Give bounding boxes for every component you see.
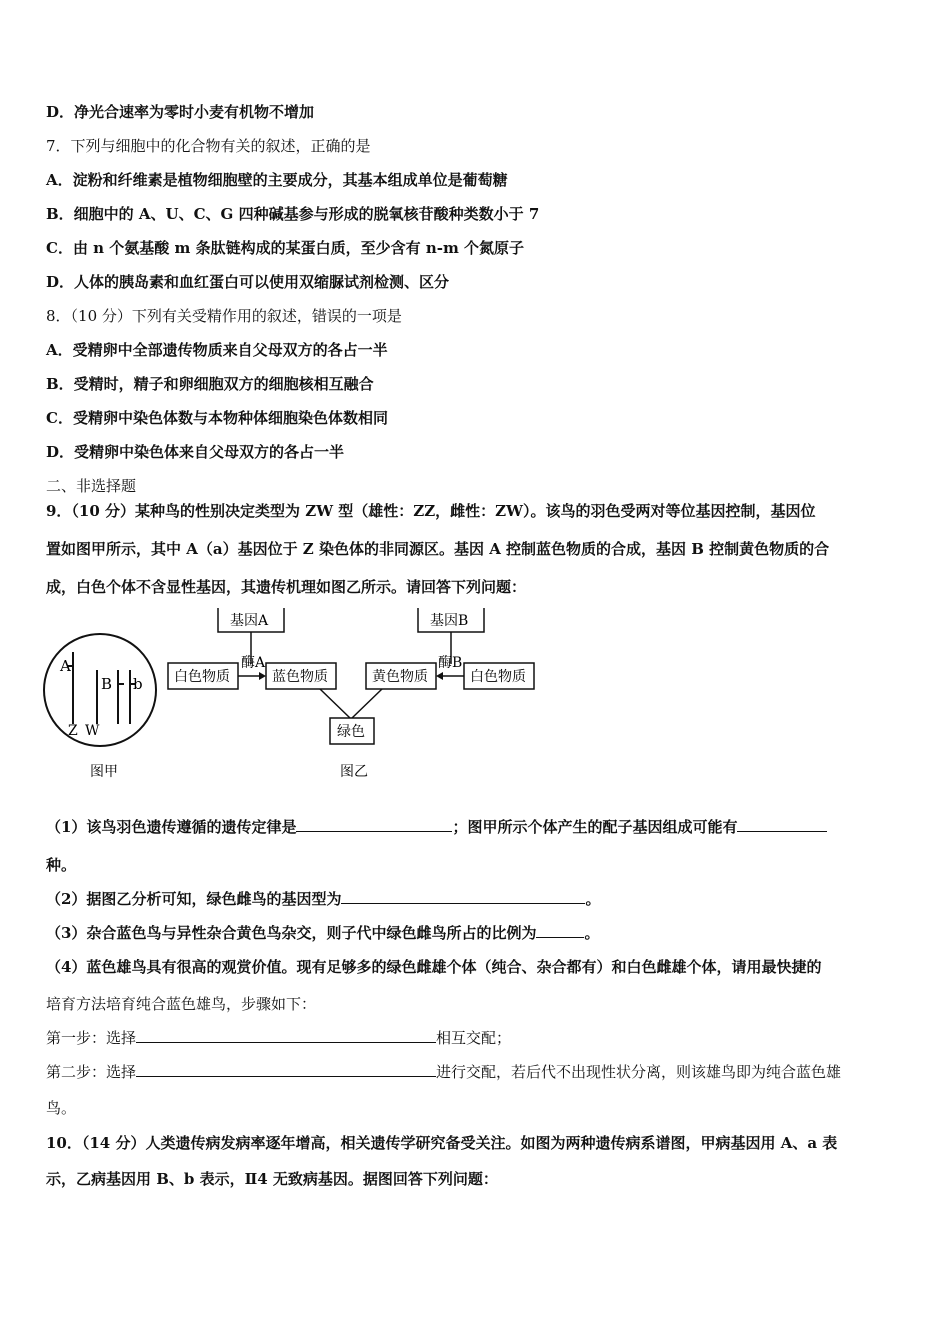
q8-option-a: A．受精卵中全部遗传物质来自父母双方的各占一半 <box>46 341 388 359</box>
section-heading: 二、非选择题 <box>46 477 137 495</box>
q9-part2-text-b: 。 <box>585 890 601 908</box>
enzyme-b-label: 酶B <box>438 655 463 671</box>
q9-part1-end: 种。 <box>46 856 77 874</box>
q9-step2-end: 鸟。 <box>46 1099 77 1117</box>
q9-step1-text-b: 相互交配； <box>436 1029 512 1047</box>
q7-option-d: D．人体的胰岛素和血红蛋白可以使用双缩脲试剂检测、区分 <box>46 273 450 291</box>
figure-yi <box>168 608 534 780</box>
q9-step1-text-a: 第一步：选择 <box>46 1029 137 1047</box>
q9-part3 <box>46 923 599 943</box>
figure-yi-caption: 图乙 <box>340 764 368 780</box>
figure-jia-caption: 图甲 <box>90 764 118 780</box>
q9-step2-text-b: 进行交配，若后代不出现性状分离，则该雄鸟即为纯合蓝色雄 <box>436 1063 842 1081</box>
q9-step2-blank[interactable] <box>136 1062 436 1077</box>
gene-b-box: 基因B <box>430 613 469 629</box>
white-substance-right: 白色物质 <box>470 669 526 685</box>
chromosome-z-label: Z <box>68 723 78 739</box>
q9-part1-text-b: ；图甲所示个体产生的配子基因组成可能有 <box>452 818 738 836</box>
q9-part3-blank-ratio[interactable] <box>536 923 584 938</box>
q7-option-b: B．细胞中的 A、U、C、G 四种碱基参与形成的脱氧核苷酸种类数小于 7 <box>46 205 540 223</box>
q9-part1-blank-law[interactable] <box>296 817 452 832</box>
white-substance-left: 白色物质 <box>174 669 230 685</box>
q7-option-c: C．由 n 个氨基酸 m 条肽链构成的某蛋白质，至少含有 n-m 个氮原子 <box>46 239 525 257</box>
q8-option-d: D．受精卵中染色体来自父母双方的各占一半 <box>46 443 345 461</box>
q8-stem: 8．（10 分）下列有关受精作用的叙述，错误的一项是 <box>46 307 402 325</box>
gene-b-lower-label: b <box>133 675 143 693</box>
q9-part2 <box>46 889 600 909</box>
gene-a-label: A <box>60 657 71 675</box>
q9-part3-text-a: （3）杂合蓝色鸟与异性杂合黄色鸟杂交，则子代中绿色雌鸟所占的比例为 <box>46 924 537 942</box>
q10-stem-line1: 10．（14 分）人类遗传病发病率逐年增高，相关遗传学研究备受关注。如图为两种遗传病系谱图，甲病基因用 A、a 表 <box>46 1134 838 1152</box>
chromosome-w-label: W <box>85 723 100 739</box>
q10-stem-line2: 示，乙病基因用 B、b 表示，Ⅱ4 无致病基因。据图回答下列问题： <box>46 1170 498 1188</box>
q9-part4-line2: 培育方法培育纯合蓝色雄鸟，步骤如下： <box>46 995 317 1013</box>
q9-step1 <box>46 1028 511 1048</box>
q9-part1-text-a: （1）该鸟羽色遗传遵循的遗传定律是 <box>46 818 297 836</box>
q9-step2 <box>46 1062 841 1082</box>
gene-a-box: 基因A <box>230 613 269 629</box>
q9-part3-text-b: 。 <box>584 924 600 942</box>
figure-jia <box>44 634 156 780</box>
q6-option-d: D．净光合速率为零时小麦有机物不增加 <box>46 103 315 121</box>
q9-step2-text-a: 第二步：选择 <box>46 1063 137 1081</box>
q7-option-a: A．淀粉和纤维素是植物细胞壁的主要成分，其基本组成单位是葡萄糖 <box>46 171 508 189</box>
q9-step1-blank[interactable] <box>136 1028 436 1043</box>
enzyme-a-label: 酶A <box>241 655 266 671</box>
q9-part1-blank-gametes[interactable] <box>737 817 827 832</box>
q9-stem-line3: 成，白色个体不含显性基因，其遗传机理如图乙所示。请回答下列问题： <box>46 578 527 596</box>
q9-part2-blank-genotype[interactable] <box>341 889 585 904</box>
gene-b-upper-label: B <box>101 675 113 693</box>
yellow-substance: 黄色物质 <box>372 669 428 685</box>
green-result: 绿色 <box>337 724 365 740</box>
q9-figure <box>40 600 560 790</box>
q9-stem-line1: 9．（10 分）某种鸟的性别决定类型为 ZW 型（雄性：ZZ，雌性：ZW）。该鸟的羽色受两对等位基因控制，基因位 <box>46 502 816 520</box>
q8-option-b: B．受精时，精子和卵细胞双方的细胞核相互融合 <box>46 375 374 393</box>
q8-option-c: C．受精卵中染色体数与本物种体细胞染色体数相同 <box>46 409 388 427</box>
q9-part4-line1: （4）蓝色雄鸟具有很高的观赏价值。现有足够多的绿色雌雄个体（纯合、杂合都有）和白色雌雄个体，请用最快捷的 <box>46 958 822 976</box>
q9-stem-line2: 置如图甲所示，其中 A（a）基因位于 Z 染色体的非同源区。基因 A 控制蓝色物质的合成，基因 B 控制黄色物质的合 <box>46 540 830 558</box>
q9-part2-text-a: （2）据图乙分析可知，绿色雌鸟的基因型为 <box>46 890 342 908</box>
q9-part1 <box>46 817 827 837</box>
q7-stem: 7．下列与细胞中的化合物有关的叙述，正确的是 <box>46 137 371 155</box>
blue-substance: 蓝色物质 <box>272 669 328 685</box>
